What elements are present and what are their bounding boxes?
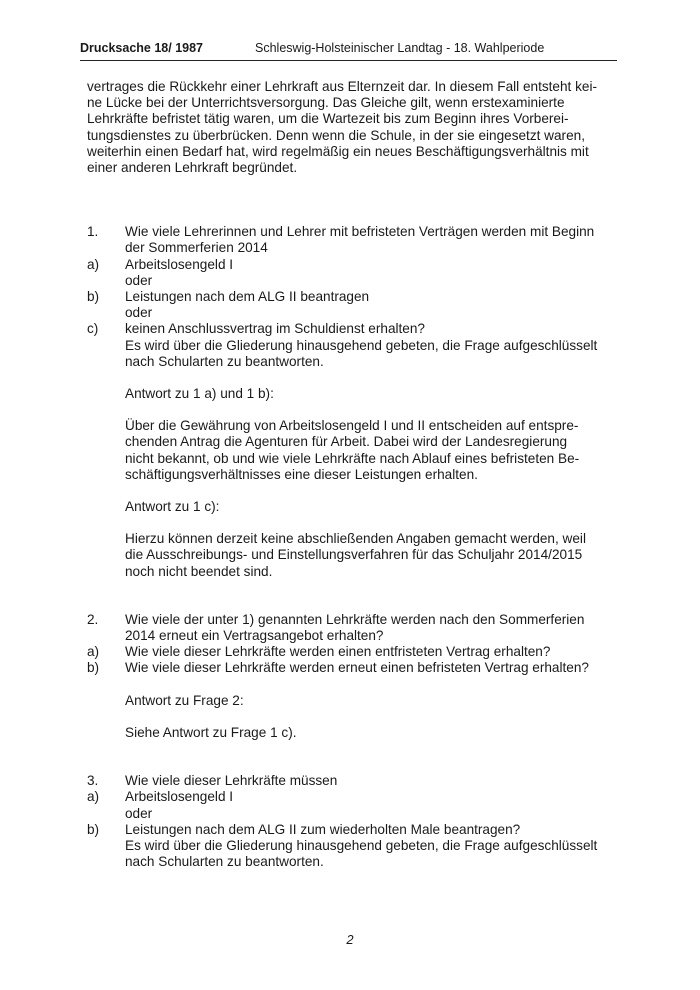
text-line: Es wird über die Gliederung hinausgehend gebeten, die Frage aufgeschlüsselt <box>125 337 598 353</box>
item-text: Wie viele dieser Lehrkräfte werden erneut einen befristeten Vertrag erhalten? <box>125 660 589 676</box>
answer-text <box>87 418 622 483</box>
text-line: chenden Antrag die Agenturen für Arbeit. Dabei wird der Landesregierung <box>125 434 568 450</box>
text-line: Wie viele Lehrerinnen und Lehrer mit befristeten Verträgen werden mit Beginn <box>125 224 595 240</box>
answer-text <box>87 531 622 580</box>
page-header <box>80 41 616 61</box>
question-text: Wie viele dieser Lehrkräfte müssen <box>125 773 338 789</box>
text-line: nach Schularten zu beantworten. <box>125 854 324 870</box>
text-line: noch nicht beendet sind. <box>125 563 273 579</box>
item-text: Arbeitslosengeld I <box>125 256 234 272</box>
text-line: Wie viele der unter 1) genannten Lehrkräfte werden nach den Sommerferien <box>125 611 585 627</box>
parliament-title: Schleswig-Holsteinischer Landtag - 18. Wahlperiode <box>255 41 545 55</box>
header-rule <box>80 60 617 61</box>
item-text: keinen Anschlussvertrag im Schuldienst erhalten? <box>125 321 425 337</box>
document-body <box>87 79 622 870</box>
text-line: tungsdienstes zu überbrücken. Denn wenn die Schule, in der sie eingesetzt waren, <box>87 127 585 143</box>
item-label: b) <box>87 821 100 837</box>
text-line: ne Lücke bei der Unterrichtsversorgung. Das Gleiche gilt, wenn erstexaminierte <box>87 95 565 111</box>
text-line: weiterhin einen Bedarf hat, wird regelmäßig ein neues Beschäftigungsverhältnis mit <box>87 143 589 159</box>
question-number: 3. <box>87 773 99 789</box>
item-label: b) <box>87 289 100 305</box>
intro-paragraph <box>87 79 622 176</box>
item-text: Arbeitslosengeld I <box>125 789 234 805</box>
text-line: einer anderen Lehrkraft begründet. <box>87 160 298 176</box>
text-line: der Sommerferien 2014 <box>125 240 268 256</box>
text-line: nicht bekannt, ob und wie viele Lehrkräfte nach Ablauf eines befristeten Be- <box>125 450 580 466</box>
text-line: Hierzu können derzeit keine abschließenden Angaben gemacht werden, weil <box>125 531 586 547</box>
conjunction: oder <box>125 272 153 288</box>
item-text: Leistungen nach dem ALG II zum wiederholten Male beantragen? <box>125 821 521 837</box>
answer-title: Antwort zu 1 c): <box>125 499 220 515</box>
drucksache-number: Drucksache 18/ 1987 <box>80 41 204 55</box>
answer-text: Siehe Antwort zu Frage 1 c). <box>125 724 297 740</box>
item-label: a) <box>87 789 100 805</box>
item-text: Leistungen nach dem ALG II beantragen <box>125 289 370 305</box>
question-number: 2. <box>87 611 99 627</box>
item-label: c) <box>87 321 99 337</box>
answer-title: Antwort zu 1 a) und 1 b): <box>125 386 274 402</box>
text-line: die Ausschreibungs- und Einstellungsverfahren für das Schuljahr 2014/2015 <box>125 547 583 563</box>
answer-title: Antwort zu Frage 2: <box>125 692 244 708</box>
item-text: Wie viele dieser Lehrkräfte werden einen entfristeten Vertrag erhalten? <box>125 644 551 660</box>
question-3 <box>87 773 622 870</box>
question-2 <box>87 612 622 741</box>
text-line: 2014 erneut ein Vertragsangebot erhalten? <box>125 628 384 644</box>
page-number: 2 <box>346 932 354 947</box>
item-label: b) <box>87 660 100 676</box>
question-number: 1. <box>87 224 99 240</box>
item-label: a) <box>87 256 100 272</box>
text-line: Lehrkräfte befristet tätig waren, um die Wartezeit bis zum Beginn ihres Vorberei- <box>87 111 569 127</box>
item-label: a) <box>87 644 100 660</box>
question-1 <box>87 224 622 580</box>
text-line: Es wird über die Gliederung hinausgehend gebeten, die Frage aufgeschlüsselt <box>125 837 598 853</box>
text-line: vertrages die Rückkehr einer Lehrkraft aus Elternzeit dar. In diesem Fall entsteht kei- <box>87 79 598 94</box>
text-line: schäftigungsverhältnisses eine dieser Leistungen erhalten. <box>125 466 478 482</box>
conjunction: oder <box>125 305 153 321</box>
text-line: nach Schularten zu beantworten. <box>125 353 324 369</box>
conjunction: oder <box>125 805 153 821</box>
text-line: Über die Gewährung von Arbeitslosengeld I und II entscheiden auf entspre- <box>125 418 579 434</box>
